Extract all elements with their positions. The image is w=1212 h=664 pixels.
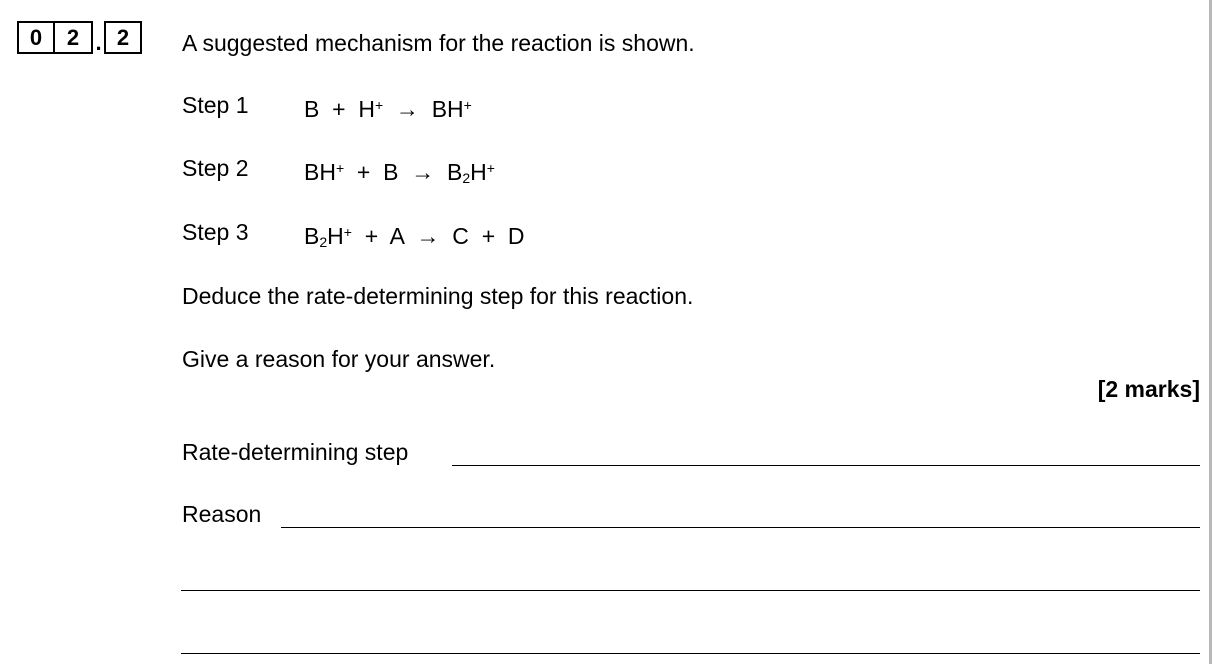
reason-answer-line-3[interactable] bbox=[181, 653, 1200, 654]
qnum-digit-1: 0 bbox=[17, 21, 55, 54]
step-3-equation: $B_2H^+ + A \to C + D$ bbox=[304, 223, 525, 250]
reason-answer-line-2[interactable] bbox=[181, 590, 1200, 591]
step-2-equation: $BH^+ + B \to B_2H^+$ bbox=[304, 159, 495, 186]
prompt-reason: Give a reason for your answer. bbox=[182, 346, 496, 372]
reason-label: Reason bbox=[182, 501, 262, 527]
qnum-digit-2: 2 bbox=[55, 21, 93, 54]
step-3-label: Step 3 bbox=[182, 219, 249, 245]
intro-text: A suggested mechanism for the reaction is shown. bbox=[182, 30, 695, 56]
step-1-label: Step 1 bbox=[182, 92, 249, 118]
step-2-label: Step 2 bbox=[182, 155, 249, 181]
reason-answer-line-1[interactable] bbox=[281, 527, 1200, 528]
step-1-equation: B + H+ → BH+ bbox=[304, 96, 472, 122]
question-number bbox=[17, 21, 142, 54]
qnum-part: 2 bbox=[104, 21, 142, 54]
prompt-deduce: Deduce the rate-determining step for this reaction. bbox=[182, 283, 694, 309]
rds-label: Rate-determining step bbox=[182, 439, 409, 465]
marks-label: [2 marks] bbox=[1097, 376, 1200, 402]
qnum-separator: . bbox=[95, 30, 102, 55]
rds-answer-line[interactable] bbox=[452, 465, 1200, 466]
